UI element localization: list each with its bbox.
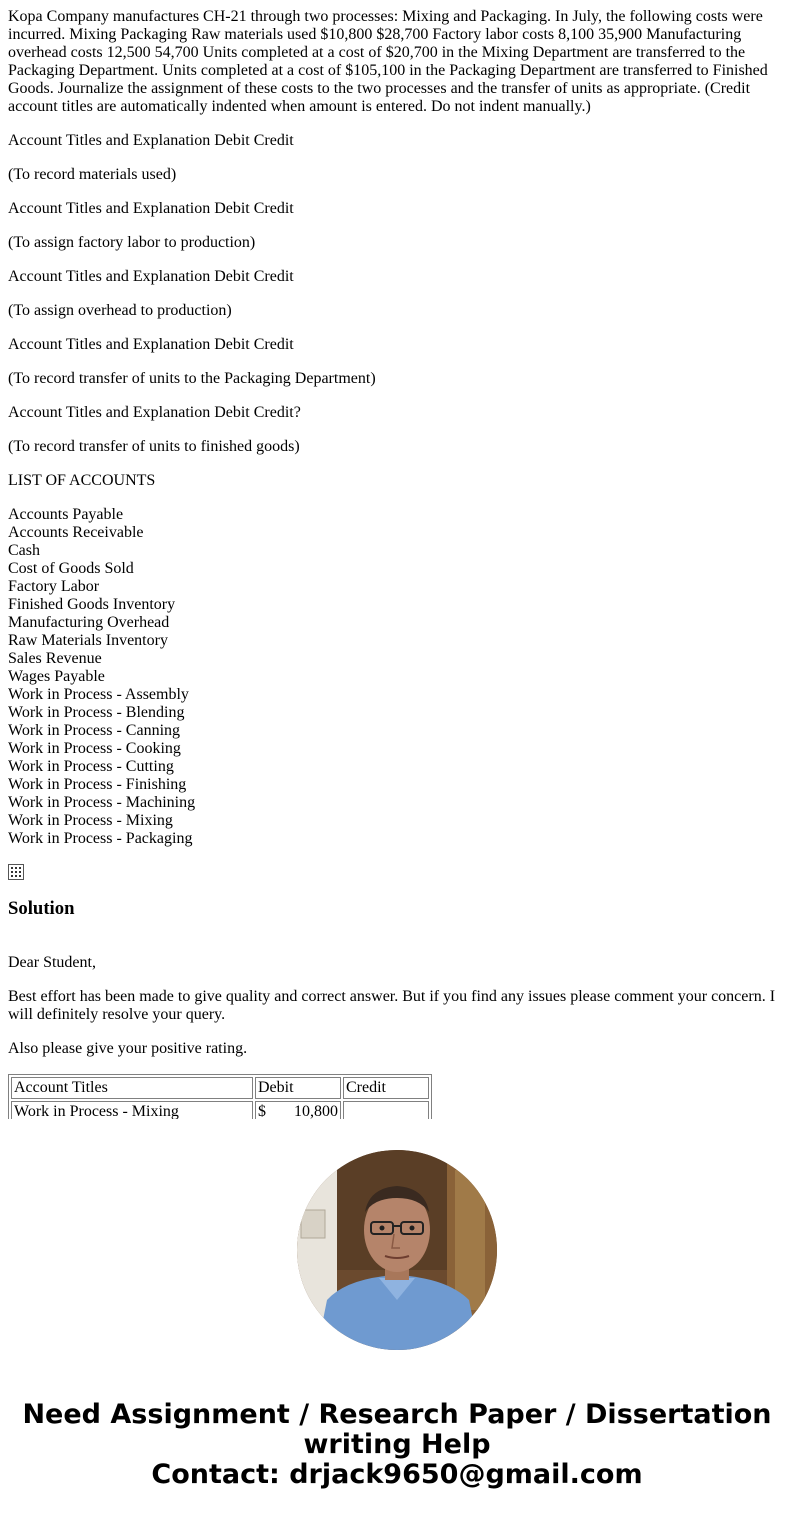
solution-heading: Solution [8, 898, 75, 919]
list-item: Accounts Receivable [8, 524, 144, 541]
entry-5-header: Account Titles and Explanation Debit Credit? [8, 404, 301, 421]
solution-paragraph-2: Also please give your positive rating. [8, 1040, 248, 1057]
list-of-accounts-title: LIST OF ACCOUNTS [8, 472, 156, 489]
banner-contact-line: Contact: drjack9650@gmail.com [151, 1459, 643, 1490]
list-item: Work in Process - Finishing [8, 776, 187, 793]
document-body [8, 8, 786, 1119]
debit-currency-symbol: $ [258, 1103, 266, 1119]
entry-2-header: Account Titles and Explanation Debit Credit [8, 200, 294, 217]
entry-2-note: (To assign factory labor to production) [8, 234, 256, 251]
entry-1-header: Account Titles and Explanation Debit Credit [8, 132, 294, 149]
list-item: Work in Process - Machining [8, 794, 196, 811]
question-text: Kopa Company manufactures CH-21 through two processes: Mixing and Packaging. In July, the following costs were incurred. Mixing Packaging Raw materials used $10,800 $28,700 Factory labor costs 8,100 35,900 Manufacturing overhead costs 12,500 54,700 Units completed at a cost of $20,700 in the Mixing Department are transferred to the Packaging Department. Units completed at a cost of $105,100 in the Packaging Department are transferred to Finished Goods. Journalize the assignment of these costs to the two processes and the transfer of units as appropriate. (Credit account titles are automatically indented when amount is entered. Do not indent manually.) [8, 8, 768, 115]
list-item: Cost of Goods Sold [8, 560, 134, 577]
list-item: Work in Process - Cooking [8, 740, 181, 757]
list-item: Work in Process - Cutting [8, 758, 174, 775]
debit-amount: 10,800 [294, 1103, 338, 1119]
entry-1-note: (To record materials used) [8, 166, 177, 183]
header-account-titles: Account Titles [11, 1077, 253, 1099]
grid-icon[interactable] [8, 864, 24, 880]
list-item: Work in Process - Packaging [8, 830, 193, 847]
list-item: Cash [8, 542, 40, 559]
list-item: Factory Labor [8, 578, 100, 595]
list-item: Manufacturing Overhead [8, 614, 170, 631]
row-debit [255, 1101, 341, 1119]
contact-banner [0, 1400, 794, 1490]
list-item: Wages Payable [8, 668, 105, 685]
solution-paragraph-1: Best effort has been made to give quality and correct answer. But if you find any issues please comment your concern. I will definitely resolve your query. [8, 988, 776, 1023]
author-photo [297, 1150, 497, 1350]
header-debit: Debit [255, 1077, 341, 1099]
greeting: Dear Student, [8, 954, 96, 971]
table-row [11, 1101, 429, 1119]
table-header-row [11, 1077, 429, 1099]
row-credit [343, 1101, 429, 1119]
accounts-list [8, 506, 786, 848]
author-avatar [297, 1150, 497, 1350]
list-item: Sales Revenue [8, 650, 102, 667]
entry-4-note: (To record transfer of units to the Packaging Department) [8, 370, 376, 387]
list-item: Accounts Payable [8, 506, 124, 523]
list-item: Work in Process - Canning [8, 722, 181, 739]
list-item: Finished Goods Inventory [8, 596, 176, 613]
list-item: Work in Process - Assembly [8, 686, 189, 703]
footer-ad [0, 1150, 794, 1490]
list-item: Work in Process - Blending [8, 704, 185, 721]
entry-3-header: Account Titles and Explanation Debit Credit [8, 268, 294, 285]
banner-line-1: Need Assignment / Research Paper / Dissertation [22, 1399, 772, 1430]
header-credit: Credit [343, 1077, 429, 1099]
list-item: Work in Process - Mixing [8, 812, 173, 829]
journal-table [8, 1074, 432, 1119]
row-account-title: Work in Process - Mixing [11, 1101, 253, 1119]
entry-5-note: (To record transfer of units to finished goods) [8, 438, 300, 455]
journal-table-container [8, 1074, 432, 1119]
entry-3-note: (To assign overhead to production) [8, 302, 232, 319]
banner-line-2: writing Help [303, 1429, 491, 1460]
entry-4-header: Account Titles and Explanation Debit Credit [8, 336, 294, 353]
list-item: Raw Materials Inventory [8, 632, 168, 649]
